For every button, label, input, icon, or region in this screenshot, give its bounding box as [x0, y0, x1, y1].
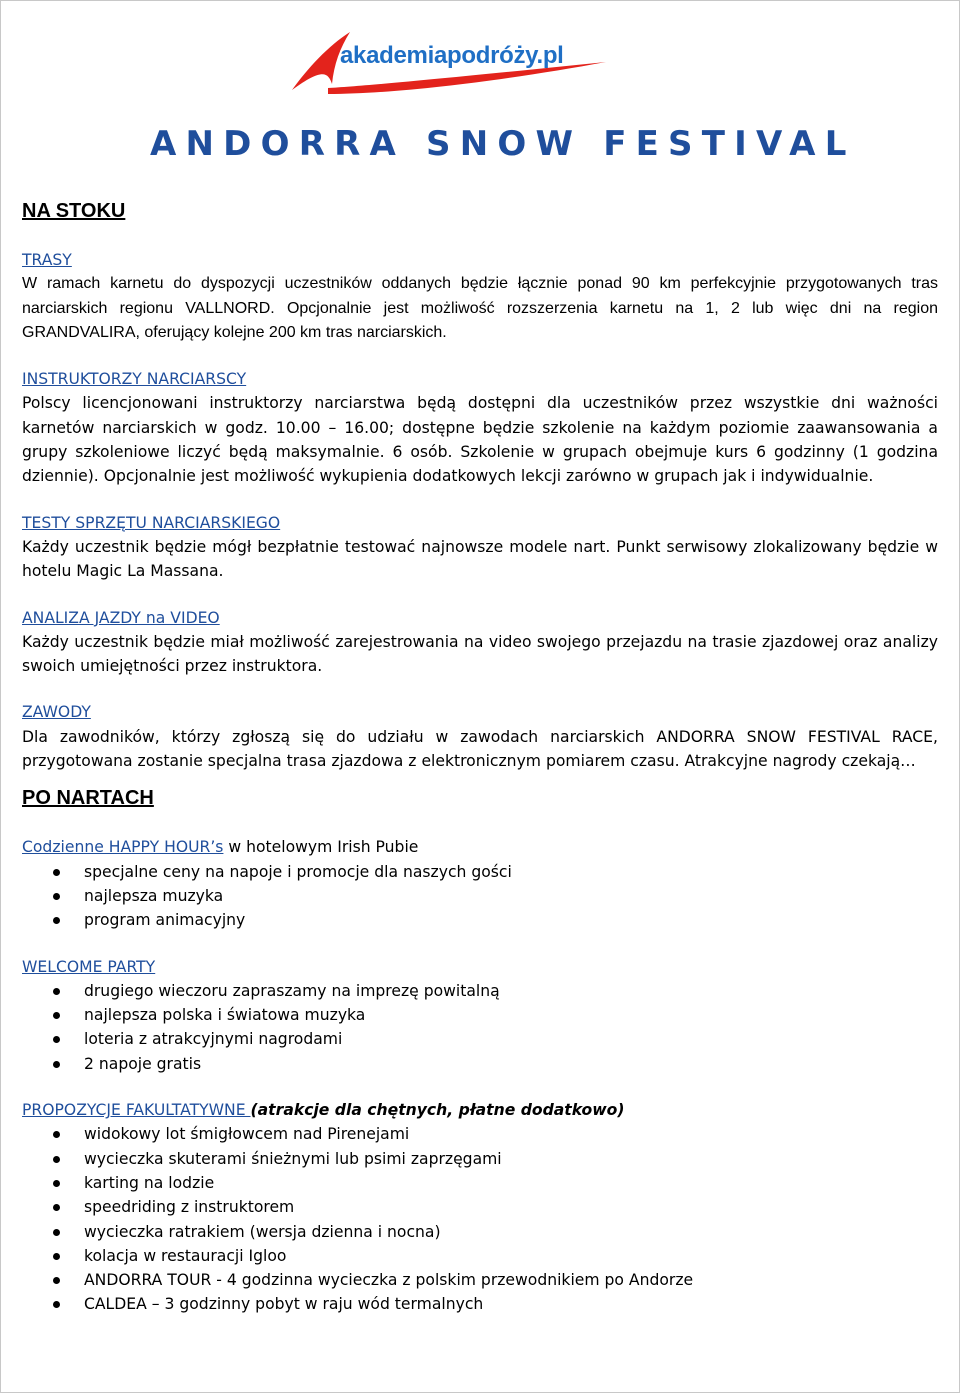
heading-propozycje	[22, 1098, 938, 1122]
section-analiza	[22, 606, 938, 679]
happy-hour-rest-text: w hotelowym Irish Pubie	[223, 838, 419, 857]
heading-analiza: ANALIZA JAZDY na VIDEO	[22, 608, 220, 627]
list-item: program animacyjny	[22, 908, 938, 932]
text-analiza: Każdy uczestnik będzie miał możliwość zarejestrowania na video swojego przejazdu na trasie zjazdowej oraz analizy swoich umiejętności przez instruktora.	[22, 632, 938, 676]
section-heading-po-nartach: PO NARTACH	[22, 787, 154, 810]
list-item: najlepsza muzyka	[22, 884, 938, 908]
section-happy-hour	[22, 835, 938, 932]
happy-hour-list	[22, 860, 938, 933]
section-heading-na-stoku: NA STOKU	[22, 200, 126, 222]
list-item: loteria z atrakcyjnymi nagrodami	[22, 1027, 938, 1051]
heading-instruktorzy: INSTRUKTORZY NARCIARSCY	[22, 370, 247, 389]
list-item: speedriding z instruktorem	[22, 1195, 938, 1219]
list-item: widokowy lot śmigłowcem nad Pirenejami	[22, 1122, 938, 1146]
section-testy	[22, 511, 938, 584]
propozycje-note: (atrakcje dla chętnych, płatne dodatkowo)	[250, 1101, 625, 1120]
heading-trasy: TRASY	[22, 251, 72, 269]
text-testy: Każdy uczestnik będzie mógł bezpłatnie testować najnowsze modele nart. Punkt serwisowy zlokalizowany będzie w hotelu Magic La Massana.	[22, 537, 938, 581]
list-item: ANDORRA TOUR - 4 godzinna wycieczka z polskim przewodnikiem po Andorze	[22, 1268, 938, 1292]
list-item: kolacja w restauracji Igloo	[22, 1244, 938, 1268]
text-instruktorzy: Polscy licencjonowani instruktorzy narciarstwa będą dostępni dla uczestników przez wszystkie dni ważności karnetów narciarskich w godz. 10.00 – 16.00; dostępne będzie szkolenie na każdym poziomie zaawansowania a grupy szkoleniowe liczyć będą maksymalnie. 6 osób. Szkolenie w grupach obejmuje kurs 6 godzinny (1 godzina dziennie). Opcjonalnie jest możliwość wykupienia dodatkowych lekcji zarówno w grupach jak i indywidualnie.	[22, 394, 938, 486]
section-welcome-party	[22, 955, 938, 1076]
logo-text: akademiapodróży.pl	[340, 42, 564, 69]
list-item: wycieczka ratrakiem (wersja dzienna i nocna)	[22, 1220, 938, 1244]
list-item: karting na lodzie	[22, 1171, 938, 1195]
text-zawody: Dla zawodników, którzy zgłoszą się do udziału w zawodach narciarskich ANDORRA SNOW FESTIVAL RACE, przygotowana zostanie specjalna trasa zjazdowa z elektronicznym pomiarem czasu. Atrakcyjne nagrody czekają…	[22, 727, 938, 771]
list-item: najlepsza polska i światowa muzyka	[22, 1003, 938, 1027]
heading-welcome-party: WELCOME PARTY	[22, 957, 156, 976]
section-trasy	[22, 248, 938, 345]
list-item: drugiego wieczoru zapraszamy na imprezę powitalną	[22, 979, 938, 1003]
heading-zawody: ZAWODY	[22, 703, 91, 722]
text-trasy: W ramach karnetu do dyspozycji uczestników oddanych będzie łącznie ponad 90 km perfekcyjnie przygotowanych tras narciarskich regionu VALLNORD. Opcjonalnie jest możliwość rozszerzenia karnetu na 1, 2 lub więc dni na region GRANDVALIRA, oferujący kolejne 200 km tras narciarskich.	[22, 275, 938, 341]
happy-hour-link-text: Codzienne HAPPY HOUR’s	[22, 838, 224, 857]
list-item: wycieczka skuterami śnieżnymi lub psimi zaprzęgami	[22, 1147, 938, 1171]
list-item: specjalne ceny na napoje i promocje dla naszych gości	[22, 860, 938, 884]
list-item: 2 napoje gratis	[22, 1052, 938, 1076]
page-title: ANDORRA SNOW FESTIVAL	[150, 124, 856, 164]
propozycje-list	[22, 1122, 938, 1316]
document-body	[22, 196, 938, 1317]
section-instruktorzy	[22, 367, 938, 488]
section-zawody	[22, 700, 938, 773]
heading-happy-hour	[22, 835, 938, 859]
heading-testy: TESTY SPRZĘTU NARCIARSKIEGO	[22, 513, 281, 532]
welcome-party-list	[22, 979, 938, 1076]
section-propozycje	[22, 1098, 938, 1317]
propozycje-heading-text: PROPOZYCJE FAKULTATYWNE	[22, 1101, 251, 1120]
list-item: CALDEA – 3 godzinny pobyt w raju wód termalnych	[22, 1292, 938, 1316]
